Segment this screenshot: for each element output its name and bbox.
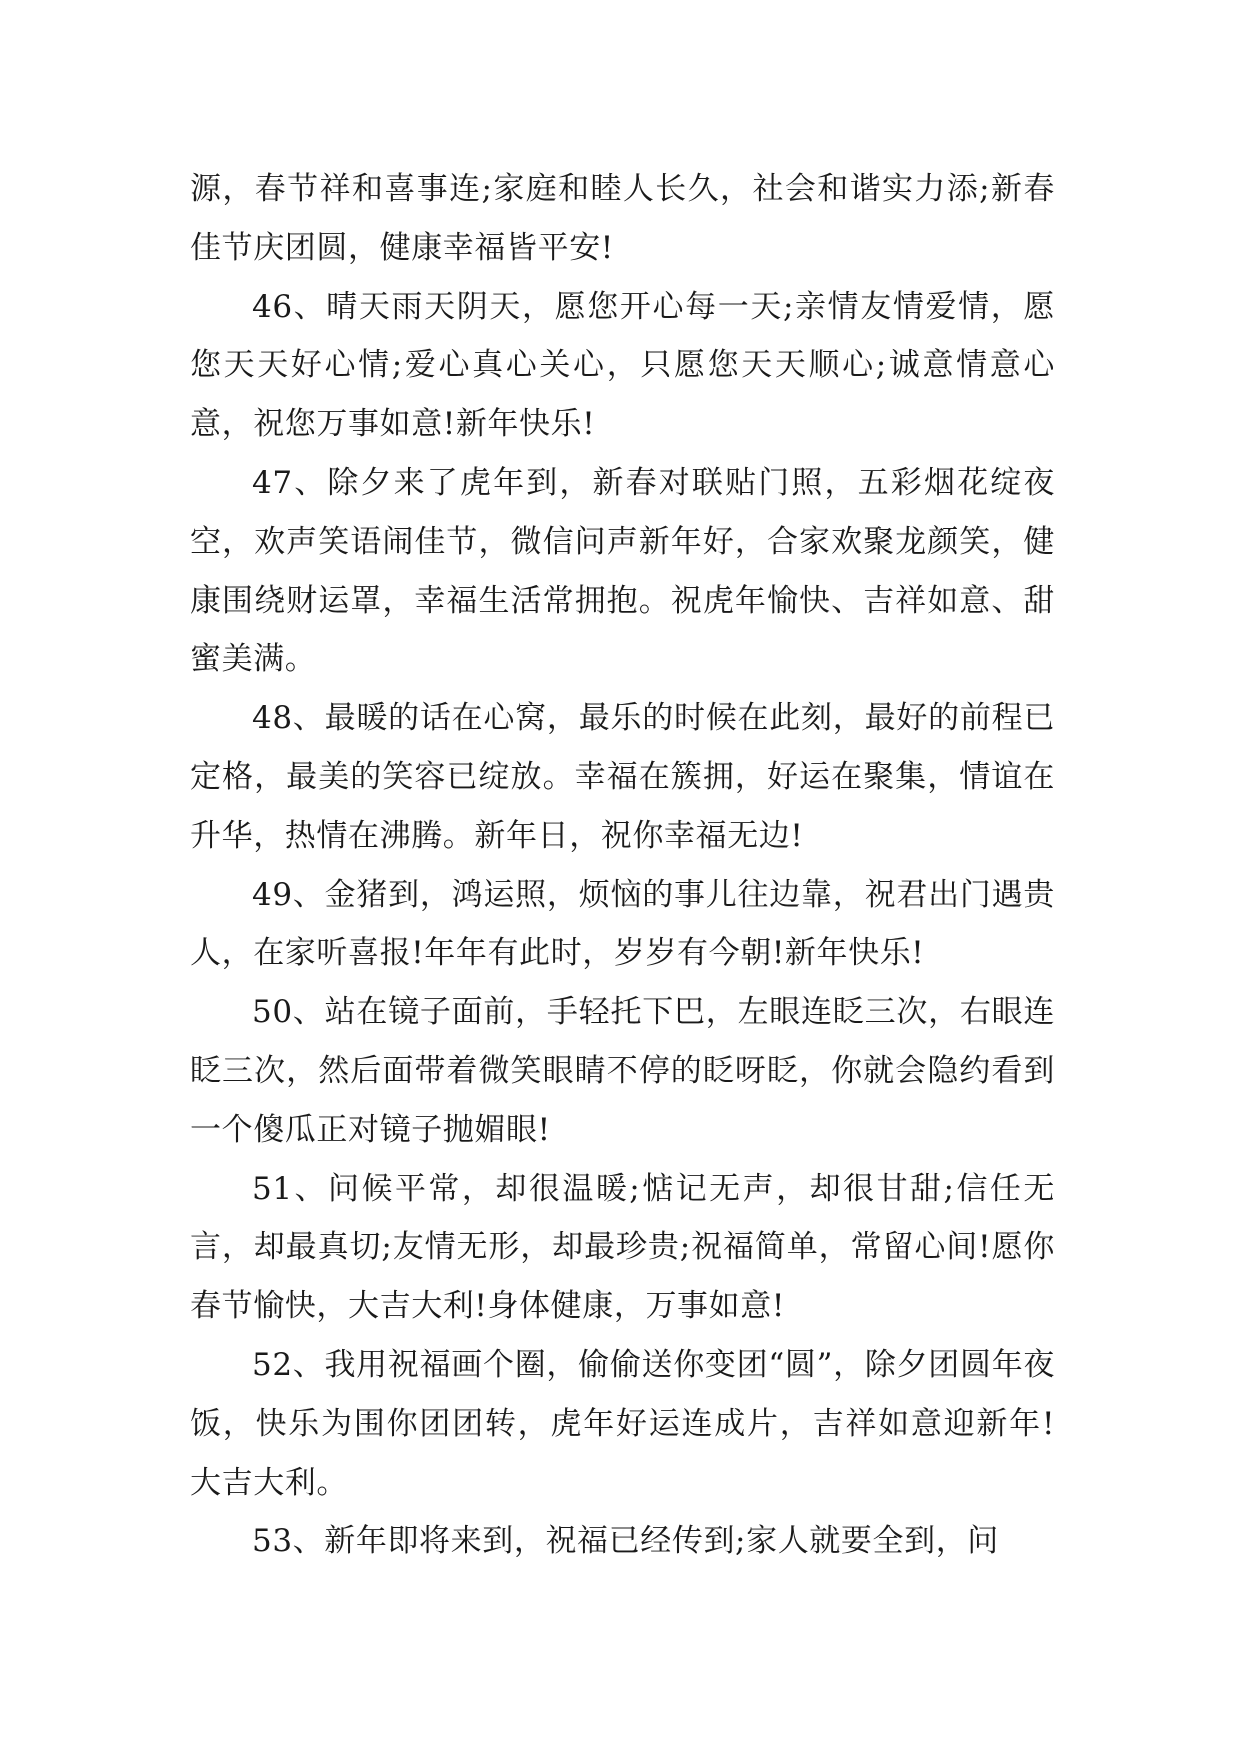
paragraph-52: 52、我用祝福画个圈，偷偷送你变团“圆”，除夕团圆年夜饭，快乐为围你团团转，虎年好运连成片，吉祥如意迎新年!大吉大利。 [190,1346,1055,1501]
paragraph-53: 53、新年即将来到，祝福已经传到;家人就要全到，问 [252,1523,999,1560]
paragraph-50: 50、站在镜子面前，手轻托下巴，左眼连眨三次，右眼连眨三次，然后面带着微笑眼睛不停的眨呀眨，你就会隐约看到一个傻瓜正对镜子抛媚眼! [190,994,1055,1148]
paragraph-51: 51、问候平常，却很温暖;惦记无声，却很甘甜;信任无言，却最真切;友情无形，却最珍贵;祝福简单，常留心间!愿你春节愉快，大吉大利!身体健康，万事如意! [190,1170,1055,1325]
paragraph-48: 48、最暖的话在心窝，最乐的时候在此刻，最好的前程已定格，最美的笑容已绽放。幸福在簇拥，好运在聚集，情谊在升华，热情在沸腾。新年日，祝你幸福无边! [190,700,1055,854]
paragraph-continuation: 源，春节祥和喜事连;家庭和睦人长久，社会和谐实力添;新春佳节庆团圆，健康幸福皆平安! [190,171,1055,266]
paragraph-47: 47、除夕来了虎年到，新春对联贴门照，五彩烟花绽夜空，欢声笑语闹佳节，微信问声新年好，合家欢聚龙颜笑，健康围绕财运罩，幸福生活常拥抱。祝虎年愉快、吉祥如意、甜蜜美满。 [190,464,1055,678]
document-body [190,160,1055,1571]
paragraph-49: 49、金猪到，鸿运照，烦恼的事儿往边靠，祝君出门遇贵人，在家听喜报!年年有此时，岁岁有今朝!新年快乐! [190,876,1055,972]
paragraph-46: 46、晴天雨天阴天，愿您开心每一天;亲情友情爱情，愿您天天好心情;爱心真心关心，只愿您天天顺心;诚意情意心意，祝您万事如意!新年快乐! [190,288,1055,443]
